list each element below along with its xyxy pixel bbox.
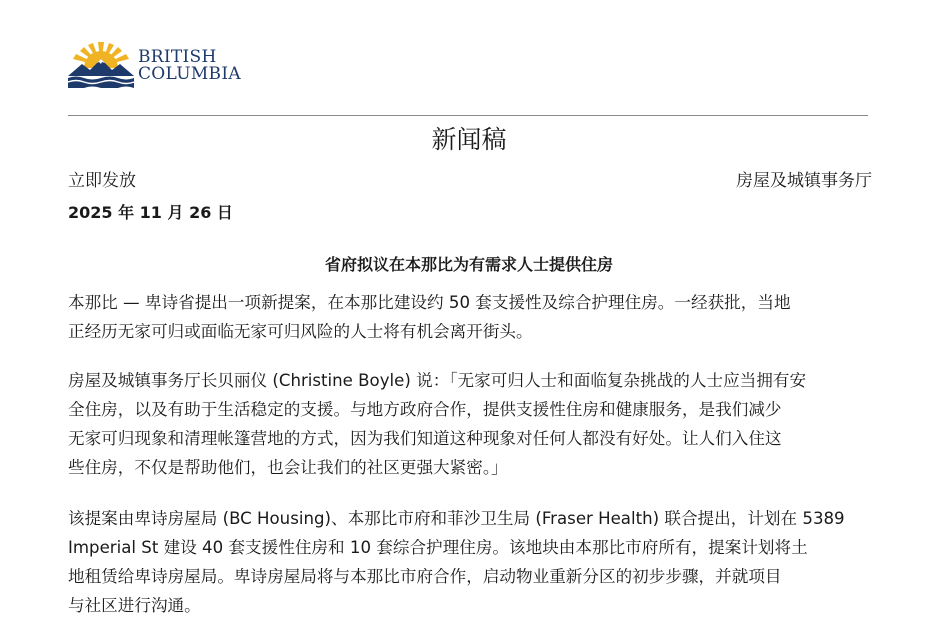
logo-line-columbia: COLUMBIA	[138, 64, 241, 84]
paragraph-line: 与社区进行沟通。	[68, 596, 201, 615]
release-date: 2025 年 11 月 26 日	[68, 203, 233, 222]
body-paragraph-3	[68, 504, 868, 620]
paragraph-line: 无家可归现象和清理帐篷营地的方式，因为我们知道这种现象对任何人都没有好处。让人们入住这	[68, 429, 782, 448]
paragraph-line: 地租赁给卑诗房屋局。卑诗房屋局将与本那比市府合作，启动物业重新分区的初步步骤，并就项目	[68, 567, 782, 586]
paragraph-line: Imperial St 建设 40 套支援性住房和 10 套综合护理住房。该地块由本那比市府所有，提案计划将土	[68, 538, 808, 557]
body-paragraph-1	[68, 288, 868, 346]
paragraph-line: 全住房，以及有助于生活稳定的支援。与地方政府合作，提供支援性住房和健康服务，是我们减少	[68, 400, 782, 419]
paragraph-line: 些住房，不仅是帮助他们，也会让我们的社区更强大紧密。」	[68, 458, 508, 477]
bc-wordmark	[138, 49, 241, 83]
header-divider	[68, 115, 868, 116]
ministry-name: 房屋及城镇事务厅	[736, 171, 872, 191]
release-label: 立即发放	[68, 171, 136, 191]
document-type-title: 新闻稿	[431, 125, 507, 154]
paragraph-line: 房屋及城镇事务厅长贝丽仪 (Christine Boyle) 说：「无家可归人士和面临复杂挑战的人士应当拥有安	[68, 371, 807, 390]
logo-line-british: BRITISH	[138, 47, 217, 67]
news-headline: 省府拟议在本那比为有需求人士提供住房	[324, 255, 613, 274]
paragraph-line: 正经历无家可归或面临无家可归风险的人士将有机会离开街头。	[68, 322, 533, 341]
bc-sun-mountain-icon	[68, 40, 134, 88]
paragraph-line: 本那比 — 卑诗省提出一项新提案，在本那比建设约 50 套支援性及综合护理住房。一经获批，当地	[68, 293, 791, 312]
paragraph-line: 该提案由卑诗房屋局 (BC Housing)、本那比市府和菲沙卫生局 (Fraser Health) 联合提出，计划在 5389	[68, 509, 845, 528]
body-paragraph-2	[68, 366, 868, 482]
bc-logo	[68, 40, 243, 92]
